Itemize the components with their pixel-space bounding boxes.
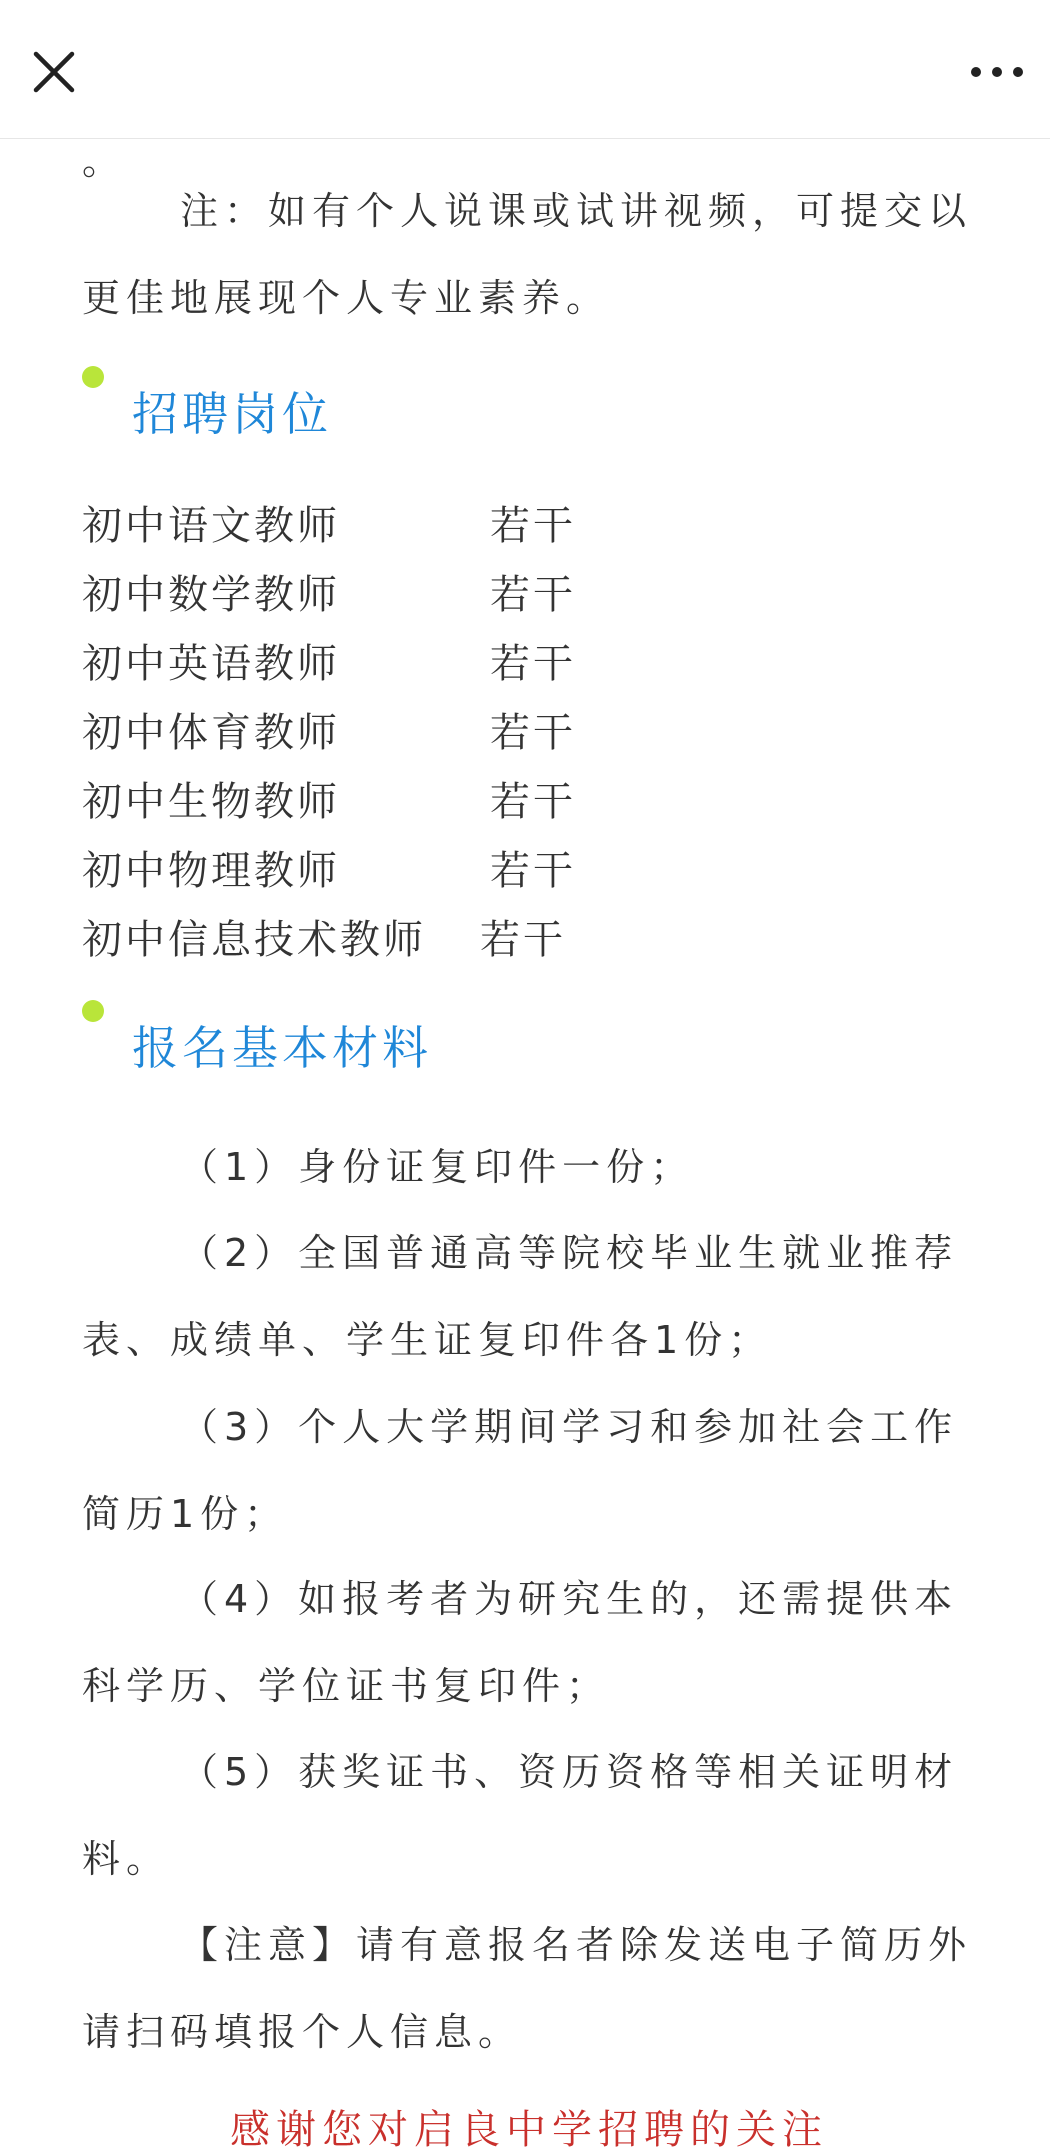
list-item — [82, 837, 882, 906]
job-title: 初中语文教师 — [82, 503, 340, 549]
job-count: 若干 — [490, 848, 576, 894]
materials-heading: 报名基本材料 — [132, 1021, 432, 1075]
bullet-dot-icon — [82, 366, 104, 388]
top-navigation-bar — [0, 0, 1050, 139]
positions-heading: 招聘岗位 — [132, 387, 332, 441]
bullet-dot-icon — [82, 1000, 104, 1022]
job-title: 初中生物教师 — [82, 779, 340, 825]
positions-list — [82, 492, 882, 975]
material-item-3: （3）个人大学期间学习和参加社会工作简历1份； — [82, 1405, 959, 1536]
material-item-2: （2）全国普通高等院校毕业生就业推荐表、成绩单、学生证复印件各1份； — [82, 1231, 959, 1362]
job-title: 初中体育教师 — [82, 710, 340, 756]
material-item-4: （4）如报考者为研究生的，还需提供本科学历、学位证书复印件； — [82, 1577, 959, 1708]
close-button[interactable] — [26, 44, 82, 100]
job-title: 初中数学教师 — [82, 572, 340, 618]
list-item — [82, 768, 882, 837]
material-item-5: （5）获奖证书、资历资格等相关证明材料。 — [82, 1750, 959, 1881]
job-count: 若干 — [490, 779, 576, 825]
footer-cut-off-text: 感谢您对启良中学招聘的关注 — [230, 2107, 828, 2153]
notice-paragraph: 【注意】请有意报名者除发送电子简历外请扫码填报个人信息。 — [82, 1923, 973, 2054]
job-count: 若干 — [490, 710, 576, 756]
job-title: 初中物理教师 — [82, 848, 340, 894]
more-dots-icon — [962, 52, 1032, 92]
job-count: 若干 — [490, 503, 576, 549]
note-paragraph: 注：如有个人说课或试讲视频，可提交以更佳地展现个人专业素养。 — [82, 189, 973, 320]
job-title: 初中英语教师 — [82, 641, 340, 687]
job-count: 若干 — [480, 917, 566, 963]
material-item-1: （1）身份证复印件一份； — [180, 1145, 695, 1189]
job-count: 若干 — [490, 641, 576, 687]
cut-off-text-top: 。 — [82, 139, 121, 183]
more-options-button[interactable] — [962, 52, 1032, 92]
close-icon — [26, 44, 82, 100]
list-item — [82, 906, 882, 975]
list-item — [82, 699, 882, 768]
job-title: 初中信息技术教师 — [82, 917, 426, 963]
job-count: 若干 — [490, 572, 576, 618]
list-item — [82, 630, 882, 699]
list-item — [82, 492, 882, 561]
list-item — [82, 561, 882, 630]
